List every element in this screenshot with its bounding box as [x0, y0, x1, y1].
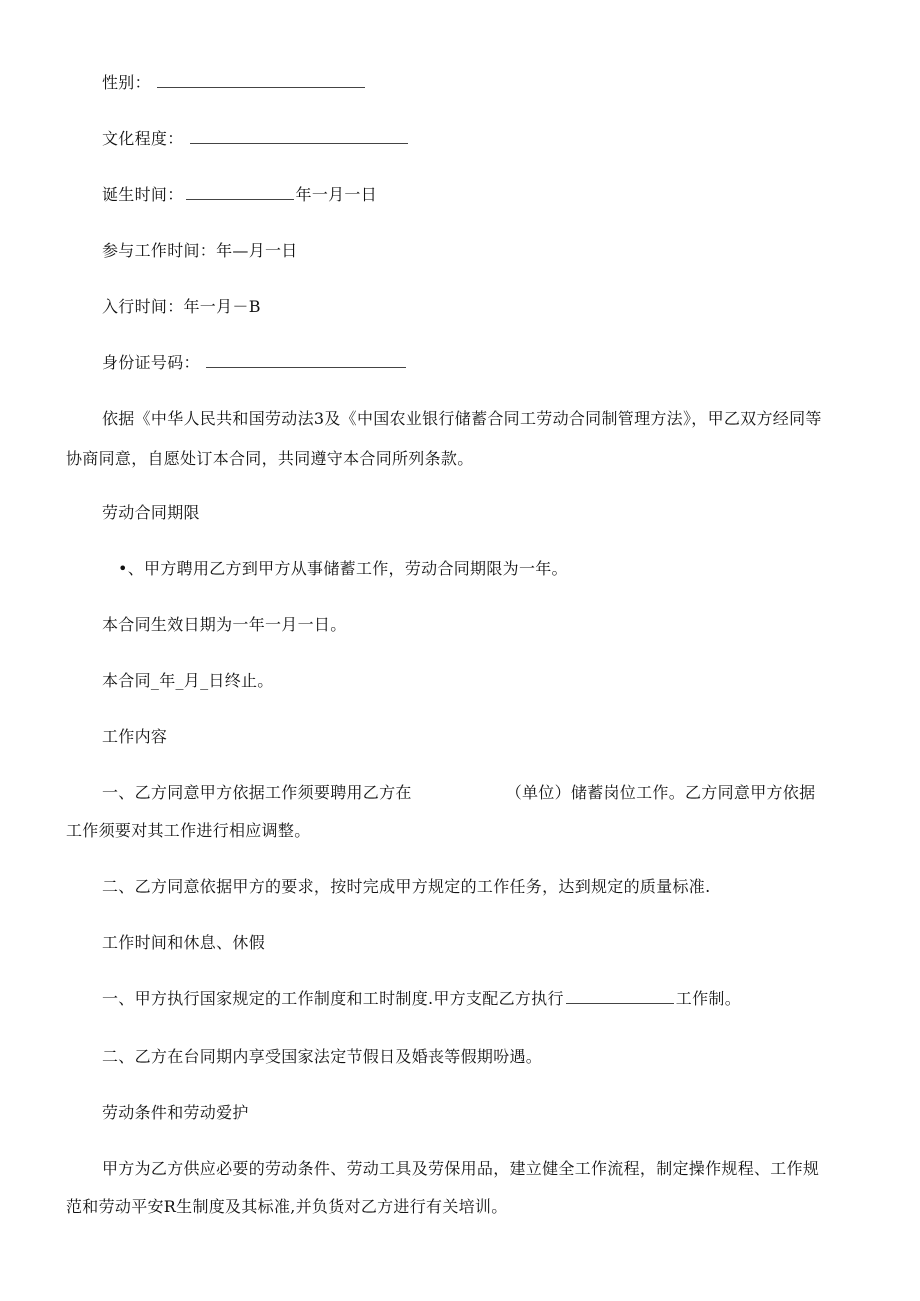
- hours-item-2: 二、乙方在台同期内享受国家法定节假日及婚丧等假期吩遇。: [102, 1047, 543, 1066]
- join-date-field: 入行时间：年一月－B: [102, 297, 261, 316]
- hours-item-1: [102, 986, 741, 1009]
- heading-term: 劳动合同期限: [102, 503, 200, 522]
- intro-line-2: 协商同意，自愿处订本合同，共同遵守本合同所列条款。: [66, 449, 474, 468]
- birth-field: [102, 182, 377, 205]
- conditions-line-2: 范和劳动平安R生制度及其标准,并负货对乙方进行有关培训。: [66, 1197, 508, 1216]
- work-item-1-part-2: （单位）储蓄岗位工作。乙方同意甲方依据: [505, 783, 816, 802]
- birth-suffix: 年一月一日: [295, 185, 378, 204]
- id-field: [102, 350, 406, 373]
- education-field: [102, 126, 408, 149]
- birth-blank: [186, 185, 294, 200]
- work-item-1-part-1: 一、乙方同意甲方依据工作须要聘用乙方在: [102, 783, 412, 802]
- intro-line-1: 依据《中华人民共和国劳动法3及《中国农业银行储蓄合同工劳动合同制管理方法》，甲乙双方经同等: [102, 409, 822, 428]
- work-item-2: 二、乙方同意依据甲方的要求，按时完成甲方规定的工作任务，达到规定的质量标准.: [102, 877, 711, 896]
- term-item-1: •、甲方聘用乙方到甲方从事储蓄工作，劳动合同期限为一年。: [118, 559, 568, 578]
- heading-hours: 工作时间和休息、休假: [102, 933, 266, 952]
- term-end: 本合同_年_月_日终止。: [102, 671, 274, 690]
- birth-label: 诞生时间：: [102, 185, 184, 204]
- gender-field: [102, 70, 365, 93]
- gender-blank: [157, 73, 365, 88]
- education-blank: [190, 129, 408, 144]
- work-item-1-line-2: 工作须要对其工作进行相应调整。: [66, 821, 311, 840]
- education-label: 文化程度：: [102, 129, 184, 148]
- gender-label: 性别：: [102, 73, 151, 92]
- work-item-1: [102, 780, 815, 803]
- heading-conditions: 劳动条件和劳动爱护: [102, 1103, 249, 1122]
- heading-work: 工作内容: [102, 727, 168, 746]
- conditions-line-1: 甲方为乙方供应必要的劳动条件、劳动工具及劳保用品，建立健全工作流程，制定操作规程、工作规: [102, 1159, 820, 1178]
- hours-item-1-part-1: 一、甲方执行国家规定的工作制度和工时制度.甲方支配乙方执行: [102, 989, 564, 1008]
- id-label: 身份证号码：: [102, 353, 200, 372]
- id-blank: [206, 353, 406, 368]
- work-start-field: 参与工作时间：年—月一日: [102, 241, 298, 260]
- hours-item-1-part-2: 工作制。: [675, 989, 741, 1008]
- hours-blank: [566, 989, 674, 1004]
- term-effective: 本合同生效日期为一年一月一日。: [102, 615, 347, 634]
